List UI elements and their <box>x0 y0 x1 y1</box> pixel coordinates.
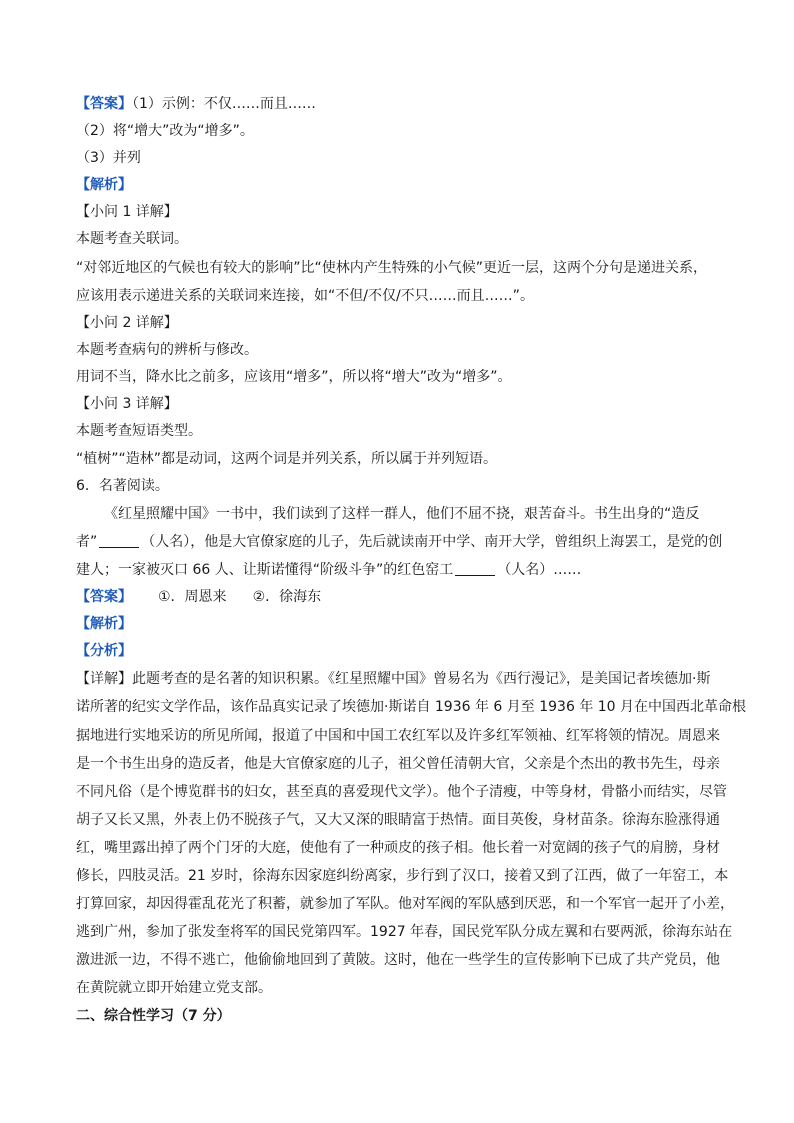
q6-detail-line-7: 红，嘴里露出掉了两个门牙的大庭，使他有了一种顽皮的孩子相。他长着一对宽阔的孩子气的肩膀，身材 <box>76 840 720 856</box>
q6-answer-1: ①．周恩来 <box>158 589 227 605</box>
answer-tag: 【答案】 <box>76 96 132 112</box>
q6-passage-2a: 者” <box>76 534 98 550</box>
q6-detail-line-8: 修长，四肢灵活。21 岁时，徐海东因家庭纠纷离家，步行到了汉口，接着又到了江西，做了一年窑工，本 <box>76 868 729 884</box>
q5-sub1-line-3: 应该用表示递进关系的关联词来连接，如“不但/不仅/不只……而且……”。 <box>76 288 534 304</box>
q6-detail-line-12: 在黄院就立即开始建立党支部。 <box>76 980 272 996</box>
q6-detail-line-2: 诺所著的纪实文学作品，该作品真实记录了埃德加·斯诺自 1936 年 6 月至 1936 年 10 月在中国西北革命根 <box>76 699 747 715</box>
q6-detail-line-6: 胡子又长又黑，外表上仍不脱孩子气，又大又深的眼睛富于热情。面目英俊，身材苗条。徐海东脸涨得通 <box>76 812 720 828</box>
q6-title: 6．名著阅读。 <box>76 478 169 494</box>
q5-sub3-line-1: 本题考查短语类型。 <box>76 423 202 439</box>
q6-detail-line-9: 打算回家，却因得霍乱花光了积蓄，就参加了军队。他对军阀的军队感到厌恶，和一个军官一起开了小差， <box>76 896 734 912</box>
q6-passage-2b: （人名），他是大官僚家庭的儿子，先后就读南开中学、南开大学，曾组织上海罢工，是党的创 <box>141 534 723 550</box>
q6-detail-line-3: 据地进行实地采访的所见所闻，报道了中国和中国工农红军以及许多红军领袖、红军将领的情况。周恩来 <box>76 728 720 744</box>
q6-answer-2: ②．徐海东 <box>252 589 322 605</box>
q6-passage-3b: （人名）…… <box>497 562 582 578</box>
q5-sub3-heading: 【小问 3 详解】 <box>76 396 178 412</box>
answer-blank-1 <box>99 533 139 548</box>
q6-detail-1: 此题考查的是名著的知识积累。《红星照耀中国》曾易名为《西行漫记》，是美国记者埃德加·斯 <box>132 671 711 687</box>
q5-sub2-line-2: 用词不当，降水比之前多，应该用“增多”，所以将“增大”改为“增多”。 <box>76 369 512 385</box>
q5-sub2-line-1: 本题考查病句的辨析与修改。 <box>76 342 258 358</box>
q6-passage-line-2 <box>76 532 722 552</box>
q6-analysis-tag: 【解析】 <box>76 616 132 632</box>
q5-sub1-heading: 【小问 1 详解】 <box>76 204 178 220</box>
q5-answer-2: （2）将“增大”改为“增多”。 <box>76 123 254 139</box>
q6-passage-line-1: 《红星照耀中国》一书中，我们读到了这样一群人，他们不屈不挠，艰苦奋斗。书生出身的“造反 <box>104 506 700 522</box>
q6-answer-line <box>76 587 321 607</box>
q6-detail-line-1 <box>76 669 710 689</box>
q5-answer-3: （3）并列 <box>76 150 141 166</box>
q5-sub1-line-2: “对邻近地区的气候也有较大的影响”比“使林内产生特殊的小气候”更近一层，这两个分句是递进关系， <box>76 260 708 276</box>
q6-detail-line-5: 不同凡俗（是个博览群书的妇女，甚至真的喜爱现代文学）。他个子清瘦，中等身材，骨骼小而结实，尽管 <box>76 784 727 800</box>
q6-detail-line-11: 激进派一边，不得不逃亡，他偷偷地回到了黄陂。这时，他在一些学生的宣传影响下已成了共产党员，他 <box>76 952 720 968</box>
q5-sub3-line-2: “植树”“造林”都是动词，这两个词是并列关系，所以属于并列短语。 <box>76 451 498 467</box>
q5-answer-1: （1）示例：不仅……而且…… <box>132 96 316 112</box>
q6-fenxi-tag: 【分析】 <box>76 643 132 659</box>
q6-detail-line-10: 逃到广州，参加了张发奎将军的国民党第四军。1927 年春，国民党军队分成左翼和右要两派，徐海东站在 <box>76 924 733 940</box>
q6-detail-line-4: 是一个书生出身的造反者，他是大官僚家庭的儿子，祖父曾任清朝大官，父亲是个杰出的教书先生，母亲 <box>76 756 720 772</box>
answer-blank-2 <box>455 561 495 576</box>
q6-passage-3a: 建人；一家被灭口 66 人、让斯诺懂得“阶级斗争”的红色窑工 <box>76 562 454 578</box>
q5-sub1-line-1: 本题考查关联词。 <box>76 231 188 247</box>
q5-sub2-heading: 【小问 2 详解】 <box>76 315 178 331</box>
q5-analysis-tag: 【解析】 <box>76 177 132 193</box>
q6-passage-line-3 <box>76 560 581 580</box>
q5-answer-line-1 <box>76 94 316 114</box>
section-2-title: 二、综合性学习（7 分） <box>76 1008 231 1024</box>
answer-tag: 【答案】 <box>76 589 132 605</box>
detail-tag: 【详解】 <box>76 671 132 687</box>
